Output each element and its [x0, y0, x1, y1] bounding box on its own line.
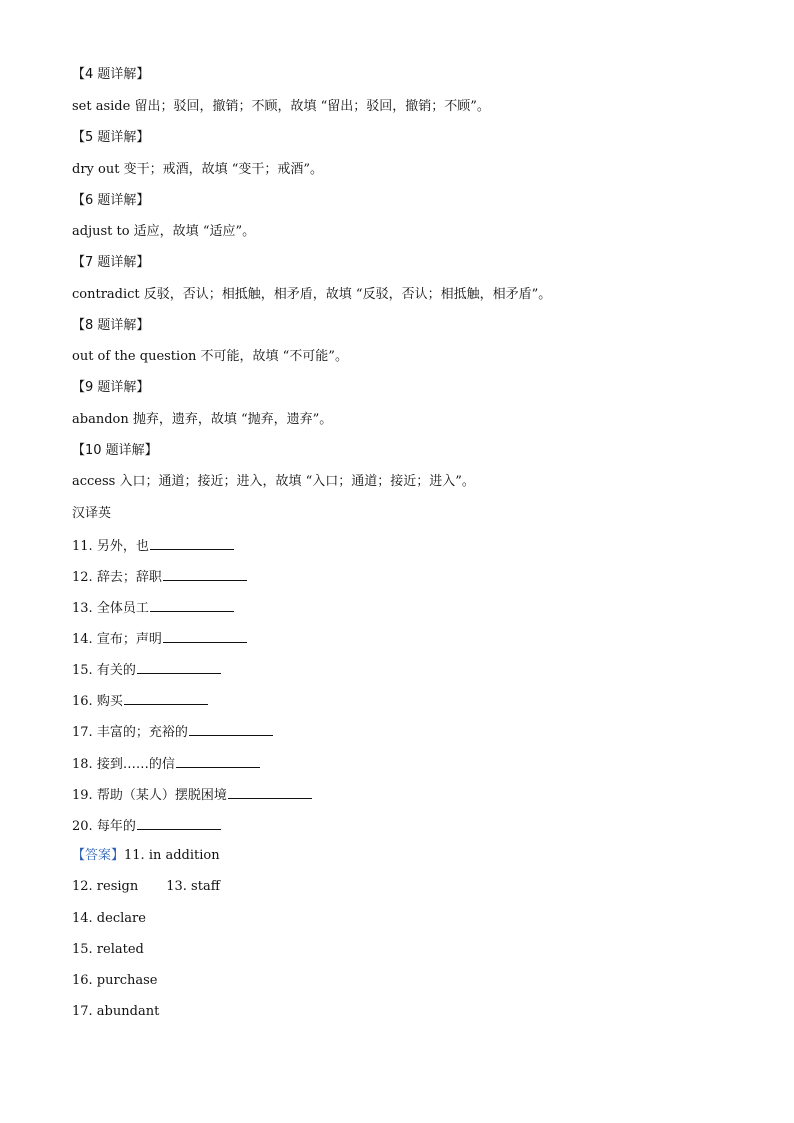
question-number: 14. — [72, 632, 93, 647]
answer-text: 11. in addition — [124, 848, 220, 863]
question-number: 20. — [72, 819, 93, 834]
answer-15: 15. related — [72, 942, 144, 957]
question-19 — [72, 785, 312, 805]
question-text: 另外，也 — [96, 539, 149, 554]
question-text: 全体员工 — [96, 601, 149, 616]
question-18 — [72, 754, 260, 774]
question-14 — [72, 629, 247, 649]
answer-12-13 — [72, 878, 220, 896]
section-title: 汉译英 — [72, 506, 112, 521]
heading-q8: 【8 题详解】 — [72, 318, 150, 333]
answer-11 — [72, 847, 220, 865]
explanation-q4: set aside 留出；驳回，撤销；不顾，故填 “留出；驳回，撤销；不顾”。 — [72, 99, 490, 114]
question-text: 丰富的；充裕的 — [96, 725, 188, 740]
explanation-q6: adjust to 适应，故填 “适应”。 — [72, 224, 256, 239]
question-number: 13. — [72, 601, 93, 616]
question-16 — [72, 691, 208, 711]
question-13 — [72, 598, 234, 618]
question-12 — [72, 567, 247, 587]
heading-q5: 【5 题详解】 — [72, 130, 150, 145]
answer-blank — [137, 816, 221, 830]
answer-14: 14. declare — [72, 911, 146, 926]
question-text: 辞去；辞职 — [96, 570, 162, 585]
heading-q9: 【9 题详解】 — [72, 380, 150, 395]
question-number: 17. — [72, 725, 93, 740]
question-text: 帮助（某人）摆脱困境 — [96, 788, 227, 803]
answer-blank — [189, 722, 273, 736]
explanation-q5: dry out 变干；戒酒，故填 “变干；戒酒”。 — [72, 162, 323, 177]
question-20 — [72, 816, 221, 836]
question-number: 19. — [72, 788, 93, 803]
question-15 — [72, 660, 221, 680]
explanation-q8: out of the question 不可能，故填 “不可能”。 — [72, 349, 348, 364]
question-number: 11. — [72, 539, 93, 554]
question-number: 12. — [72, 570, 93, 585]
answer-blank — [163, 567, 247, 581]
answer-blank — [228, 785, 312, 799]
question-17 — [72, 722, 273, 742]
heading-q7: 【7 题详解】 — [72, 255, 150, 270]
answer-text: 13. staff — [166, 879, 220, 894]
question-text: 有关的 — [96, 663, 136, 678]
heading-q6: 【6 题详解】 — [72, 193, 150, 208]
answer-blank — [124, 691, 208, 705]
question-text: 每年的 — [96, 819, 136, 834]
question-text: 宣布；声明 — [96, 632, 162, 647]
question-number: 16. — [72, 694, 93, 709]
question-number: 15. — [72, 663, 93, 678]
heading-q10: 【10 题详解】 — [72, 443, 158, 458]
answer-text: 12. resign — [72, 879, 139, 894]
question-number: 18. — [72, 757, 93, 772]
question-11 — [72, 536, 234, 556]
question-text: 接到……的信 — [96, 757, 175, 772]
answer-blank — [137, 660, 221, 674]
question-text: 购买 — [96, 694, 123, 709]
answer-blank — [163, 629, 247, 643]
answer-17: 17. abundant — [72, 1004, 160, 1019]
heading-q4: 【4 题详解】 — [72, 67, 150, 82]
explanation-q9: abandon 抛弃，遗弃，故填 “抛弃，遗弃”。 — [72, 412, 333, 427]
answer-blank — [150, 536, 234, 550]
explanation-q7: contradict 反驳，否认；相抵触，相矛盾，故填 “反驳，否认；相抵触，相矛盾”。 — [72, 287, 552, 302]
answer-tag: 【答案】 — [72, 848, 125, 863]
answer-16: 16. purchase — [72, 973, 158, 988]
answer-blank — [176, 754, 260, 768]
answer-blank — [150, 598, 234, 612]
explanation-q10: access 入口；通道；接近；进入，故填 “入口；通道；接近；进入”。 — [72, 474, 475, 489]
